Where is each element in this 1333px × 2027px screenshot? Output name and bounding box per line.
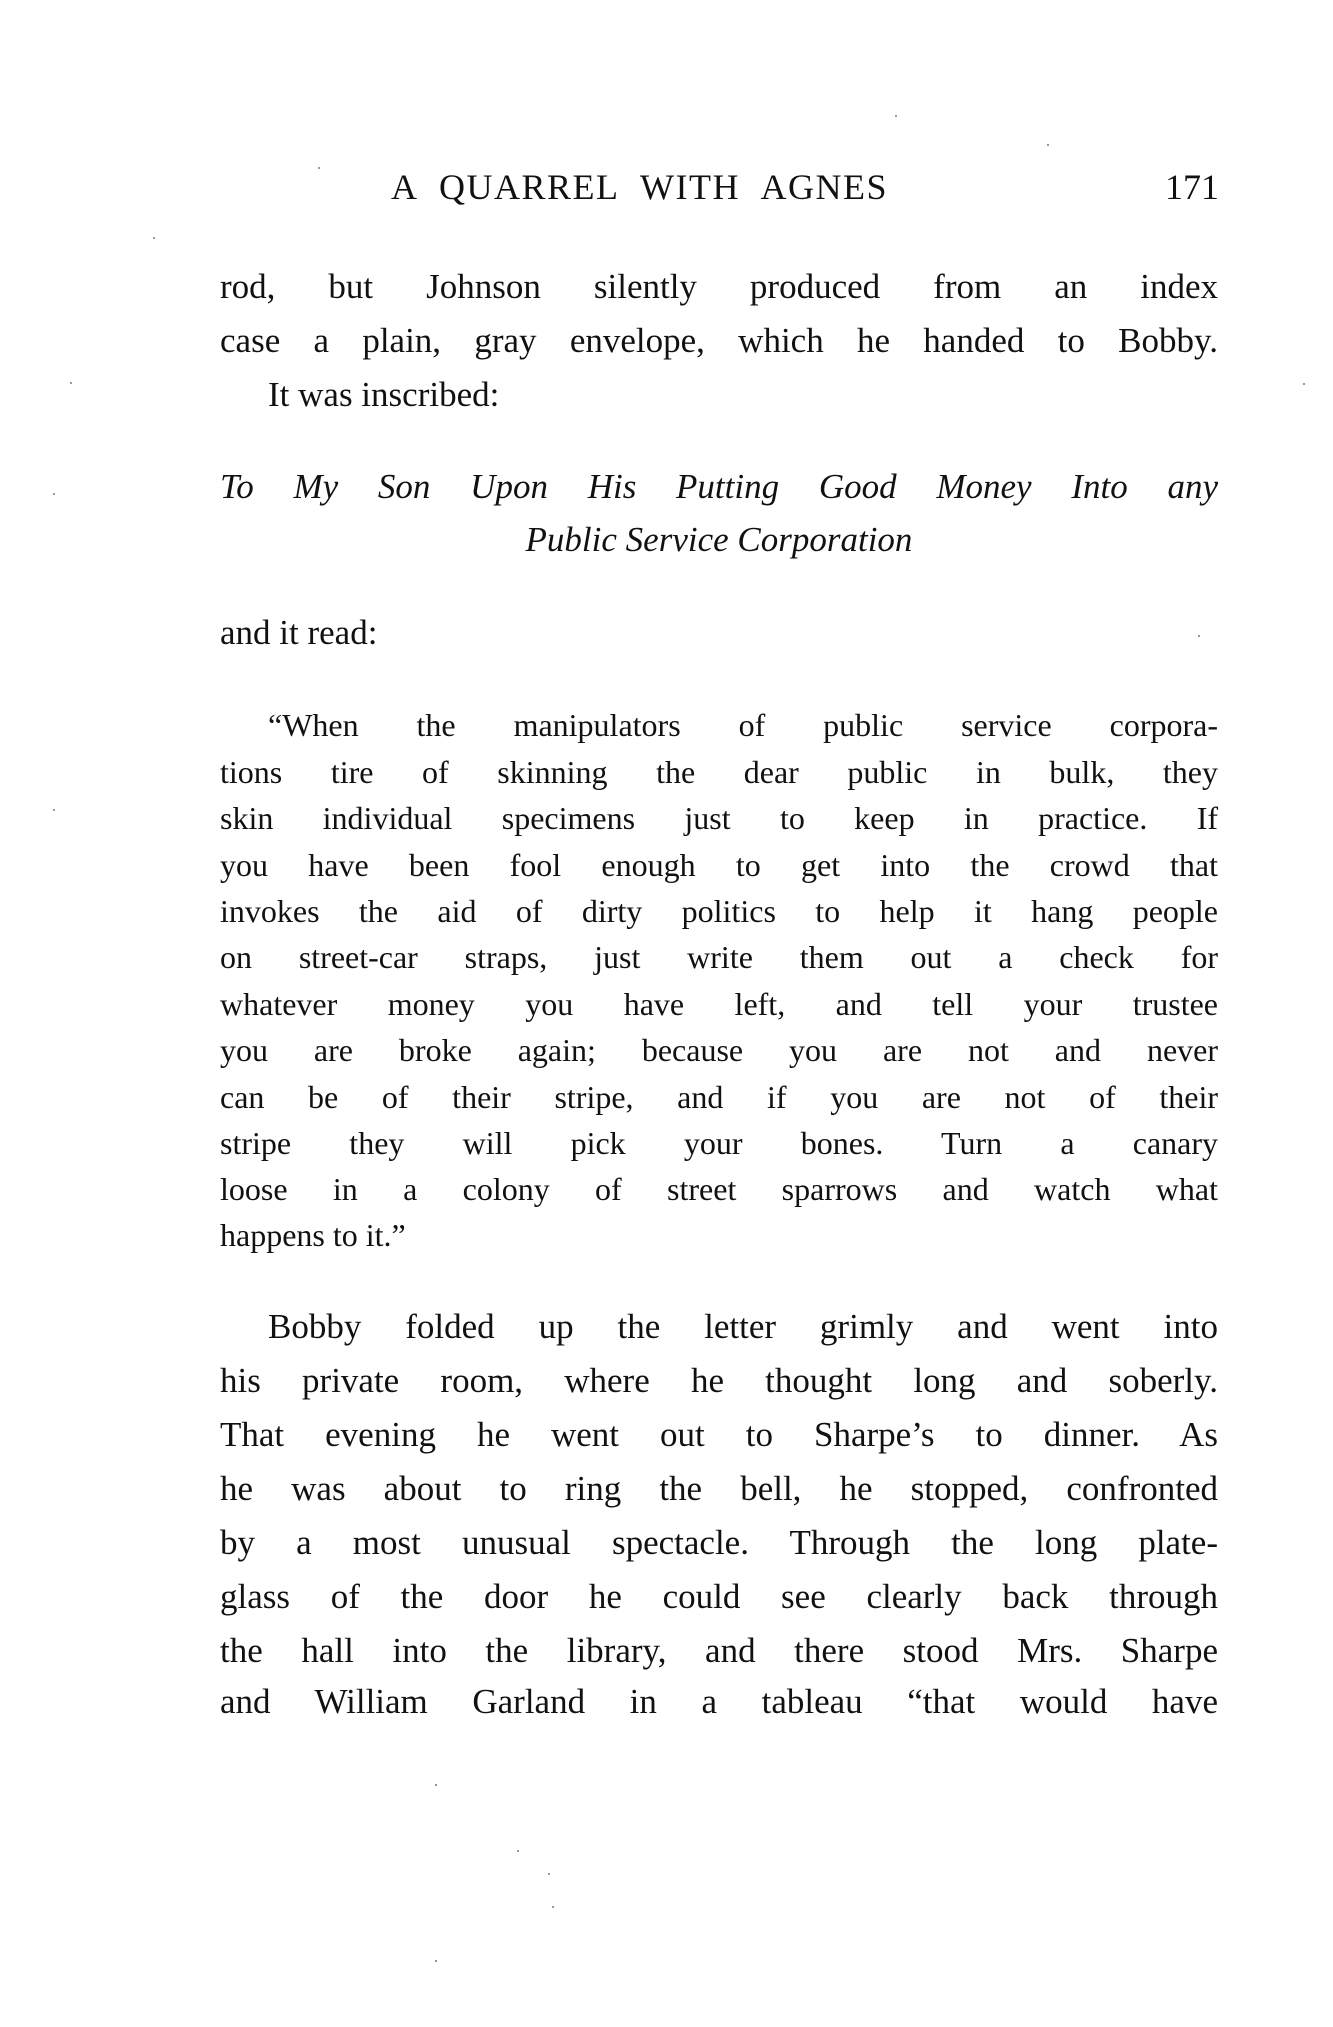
quote-line: happens to it.” — [220, 1217, 406, 1253]
paragraph-line: by a most unusual spectacle. Through the long plate- — [220, 1523, 1218, 1562]
scan-speck — [435, 1960, 437, 1962]
chapter-title: A QUARREL WITH AGNES — [391, 167, 888, 207]
scan-speck — [70, 382, 72, 384]
scan-speck — [1198, 635, 1200, 637]
scan-speck — [53, 809, 55, 811]
running-head — [391, 165, 1219, 209]
paragraph-line: Bobby folded up the letter grimly and went into — [268, 1307, 1218, 1346]
scan-speck — [552, 1906, 554, 1908]
quote-line: loose in a colony of street sparrows and watch what — [220, 1171, 1218, 1207]
paragraph-line: the hall into the library, and there stood Mrs. Sharpe — [220, 1631, 1218, 1670]
quote-line: tions tire of skinning the dear public in bulk, they — [220, 754, 1218, 790]
paragraph-line: glass of the door he could see clearly back through — [220, 1577, 1218, 1616]
scan-speck — [153, 237, 155, 239]
scan-speck — [548, 1873, 550, 1875]
scan-speck — [1303, 383, 1305, 385]
quote-line: “When the manipulators of public service corpora- — [268, 707, 1218, 743]
inscription-line: To My Son Upon His Putting Good Money Into any — [220, 467, 1218, 506]
scan-speck — [895, 115, 897, 117]
scan-speck — [318, 167, 320, 169]
quote-line: can be of their stripe, and if you are not of their — [220, 1079, 1218, 1115]
scan-speck — [517, 1850, 519, 1852]
paragraph-line: It was inscribed: — [268, 375, 500, 414]
page-number: 171 — [1165, 167, 1219, 207]
quote-line: you are broke again; because you are not and never — [220, 1032, 1218, 1068]
quote-line: stripe they will pick your bones. Turn a canary — [220, 1125, 1218, 1161]
paragraph-line: his private room, where he thought long and soberly. — [220, 1361, 1218, 1400]
scan-speck — [53, 493, 55, 495]
paragraph-line: and it read: — [220, 613, 378, 652]
quote-line: on street-car straps, just write them out a check for — [220, 939, 1218, 975]
paragraph-line: he was about to ring the bell, he stopped, confronted — [220, 1469, 1218, 1508]
scan-speck — [435, 1784, 437, 1786]
quote-line: skin individual specimens just to keep in practice. If — [220, 800, 1218, 836]
paragraph-line: That evening he went out to Sharpe’s to dinner. As — [220, 1415, 1218, 1454]
quote-line: you have been fool enough to get into the crowd that — [220, 847, 1218, 883]
quote-line: invokes the aid of dirty politics to help it hang people — [220, 893, 1218, 929]
inscription-line: Public Service Corporation — [525, 520, 913, 559]
paragraph-line: case a plain, gray envelope, which he handed to Bobby. — [220, 321, 1218, 360]
quote-line: whatever money you have left, and tell your trustee — [220, 986, 1218, 1022]
scan-speck — [1047, 144, 1049, 146]
paragraph-line: rod, but Johnson silently produced from an index — [220, 267, 1218, 306]
paragraph-line: and William Garland in a tableau “that would have — [220, 1682, 1218, 1721]
